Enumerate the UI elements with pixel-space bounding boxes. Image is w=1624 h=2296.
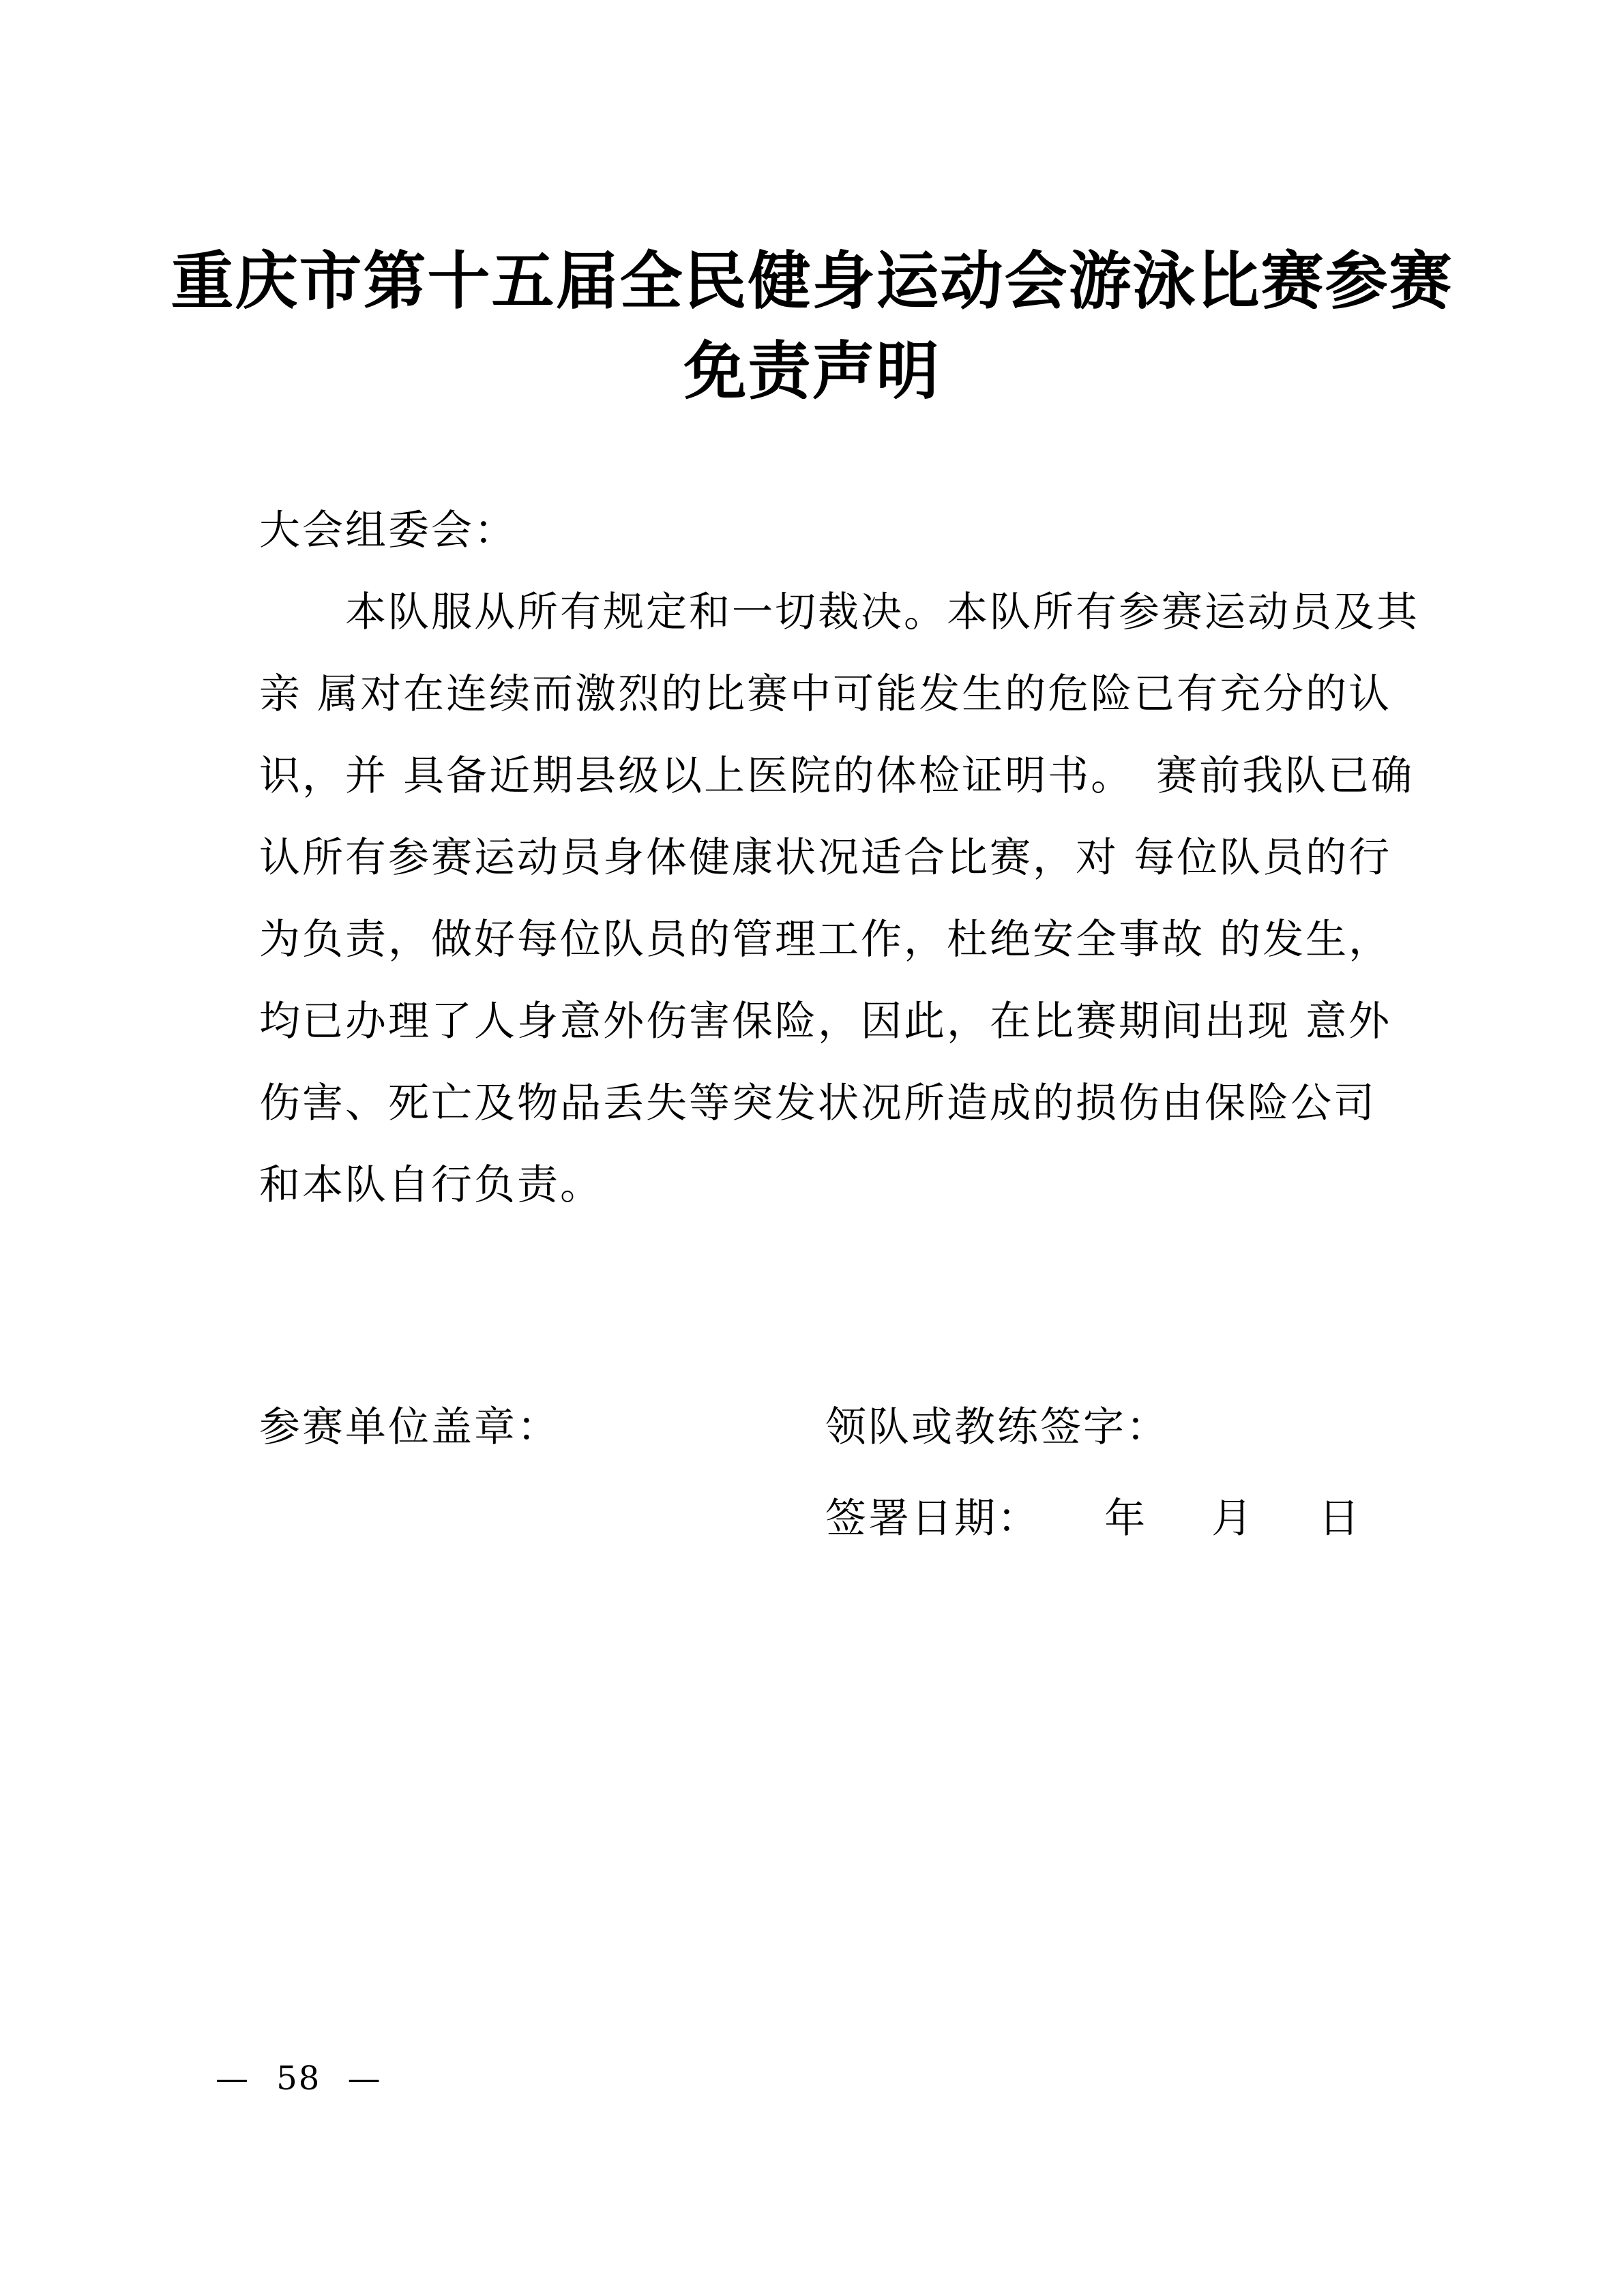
date-day-label: 日 — [1318, 1495, 1362, 1542]
paragraph-line: 伤害、死亡及物品丢失等突发状况所造成的损伤由保险公司 — [259, 1079, 1376, 1127]
date-month-label: 月 — [1211, 1495, 1255, 1542]
signature-signer-label: 领队或教练签字： — [825, 1403, 1169, 1451]
salutation: 大会组委会： — [259, 507, 517, 554]
page-number: — 58 — — [216, 2059, 382, 2098]
paragraph-line: 亲 属对在连续而激烈的比赛中可能发生的危险已有充分的认 — [259, 670, 1392, 718]
paragraph-line: 认所有参赛运动员身体健康状况适合比赛，对 每位队员的行 — [259, 834, 1392, 882]
document-title — [0, 236, 1624, 416]
body-text — [259, 490, 1419, 1226]
paragraph-line: 均已办理了人身意外伤害保险，因此，在比赛期间出现 意外 — [259, 998, 1392, 1045]
paragraph-line: 本队服从所有规定和一切裁决。本队所有参赛运动员及其 — [345, 588, 1419, 636]
signature-date-label: 签署日期： — [825, 1495, 1040, 1542]
paragraph-line: 识，并 具备近期县级以上医院的体检证明书。 赛前我队已确 — [259, 752, 1415, 800]
signature-date-row — [825, 1495, 1361, 1542]
document-title-line-2: 免责声明 — [683, 334, 941, 408]
document-title-line-1: 重庆市第十五届全民健身运动会游泳比赛参赛 — [171, 244, 1453, 318]
signature-stamp-label: 参赛单位盖章： — [259, 1403, 560, 1451]
date-year-label: 年 — [1104, 1495, 1148, 1542]
paragraph-line: 和本队自行负责。 — [259, 1161, 603, 1209]
paragraph-line: 为负责，做好每位队员的管理工作，杜绝安全事故 的发生， — [259, 916, 1392, 964]
